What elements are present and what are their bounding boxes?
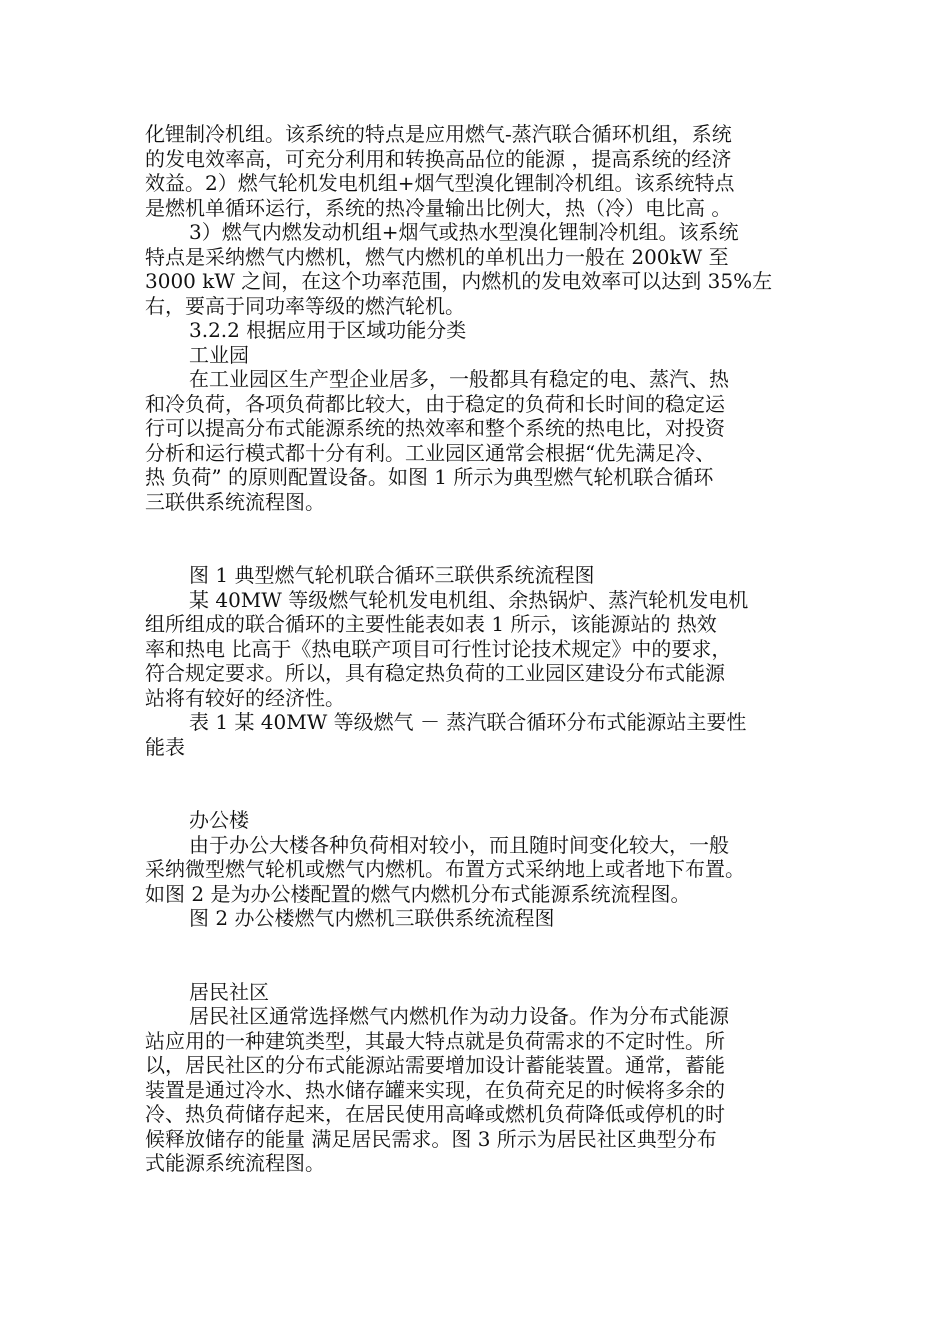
text-line: 和冷负荷，各项负荷都比较大，由于稳定的负荷和长时间的稳定运 [145,391,725,416]
text-line: 行可以提高分布式能源系统的热效率和整个系统的热电比，对投资 [145,416,725,440]
figure-2-caption: 图 2 办公楼燃气内燃机三联供系统流程图 [189,906,555,930]
subheading-office-building: 办公楼 [189,808,249,832]
text-line: 3000 kW 之间，在这个功率范围，内燃机的发电效率可以达到 35%左 [145,269,773,293]
text-line: 组所组成的联合循环的主要性能表如表 1 所示，该能源站的 热效 [145,612,717,636]
text-line: 化锂制冷机组。该系统的特点是应用燃气-蒸汽联合循环机组，系统 [145,122,732,146]
text-line: 以，居民社区的分布式能源站需要增加设计蓄能装置。通常，蓄能 [145,1053,725,1077]
paragraph-residential-community [145,1004,813,1176]
text-line: 表 1 某 40MW 等级燃气 － 蒸汽联合循环分布式能源站主要性 [189,710,747,734]
paragraph-office-building [145,833,813,907]
text-line: 由于办公大楼各种负荷相对较小，而且随时间变化较大，一般 [189,832,729,857]
document-page [145,122,813,1176]
paragraph-internal-combustion [145,220,813,318]
text-line: 冷、热负荷储存起来，在居民使用高峰或燃机负荷降低或停机的时 [145,1102,725,1126]
text-line: 热 负荷” 的原则配置设备。如图 1 所示为典型燃气轮机联合循环 [145,465,714,489]
text-line: 右，要高于同功率等级的燃汽轮机。 [145,293,465,318]
table-1-caption [145,710,813,759]
figure-1-placeholder [145,514,813,563]
figure-1-caption: 图 1 典型燃气轮机联合循环三联供系统流程图 [189,563,595,587]
text-line: 是燃机单循环运行，系统的热冷量输出比例大，热（冷）电比高 。 [145,195,732,220]
text-line: 3）燃气内燃发动机组+烟气或热水型溴化锂制冷机组。该系统 [189,220,739,244]
text-line: 率和热电 比高于《热电联产项目可行性讨论技术规定》中的要求， [145,636,732,661]
text-line: 特点是采纳燃气内燃机，燃气内燃机的单机出力一般在 200kW 至 [145,244,729,269]
table-1-placeholder [145,759,813,808]
text-line: 三联供系统流程图。 [145,489,325,514]
text-line: 如图 2 是为办公楼配置的燃气内燃机分布式能源系统流程图。 [145,881,691,906]
text-line: 能表 [145,734,185,759]
text-line: 的发电效率高，可充分利用和转换高品位的能源 ，提高系统的经济 [145,146,732,171]
paragraph-40mw-performance [145,588,813,711]
text-line: 候释放储存的能量 满足居民需求。图 3 所示为居民社区典型分布 [145,1126,717,1151]
subheading-industrial-park: 工业园 [189,342,249,367]
text-line: 居民社区通常选择燃气内燃机作为动力设备。作为分布式能源 [189,1004,729,1028]
text-line: 某 40MW 等级燃气轮机发电机组、余热锅炉、蒸汽轮机发电机 [189,587,749,612]
text-line: 分析和运行模式都十分有利。工业园区通常会根据“优先满足冷、 [145,440,716,465]
paragraph-industrial-park [145,367,813,514]
text-line: 站应用的一种建筑类型，其最大特点就是负荷需求的不定时性。所 [145,1028,725,1053]
text-line: 效益。2）燃气轮机发电机组+烟气型溴化锂制冷机组。该系统特点 [145,171,735,195]
text-line: 符合规定要求。所以，具有稳定热负荷的工业园区建设分布式能源 [145,661,725,685]
section-heading-3-2-2: 3.2.2 根据应用于区域功能分类 [189,318,467,342]
figure-2-placeholder [145,931,813,980]
text-line: 在工业园区生产型企业居多，一般都具有稳定的电、蒸汽、热 [189,367,729,391]
paragraph-combined-cycle [145,122,813,220]
text-line: 装置是通过冷水、热水储存罐来实现，在负荷充足的时候将多余的 [145,1077,725,1102]
text-line: 式能源系统流程图。 [145,1151,325,1175]
text-line: 采纳微型燃气轮机或燃气内燃机。布置方式采纳地上或者地下布置。 [145,857,745,881]
text-line: 站将有较好的经济性。 [145,685,345,710]
subheading-residential-community: 居民社区 [189,979,269,1004]
